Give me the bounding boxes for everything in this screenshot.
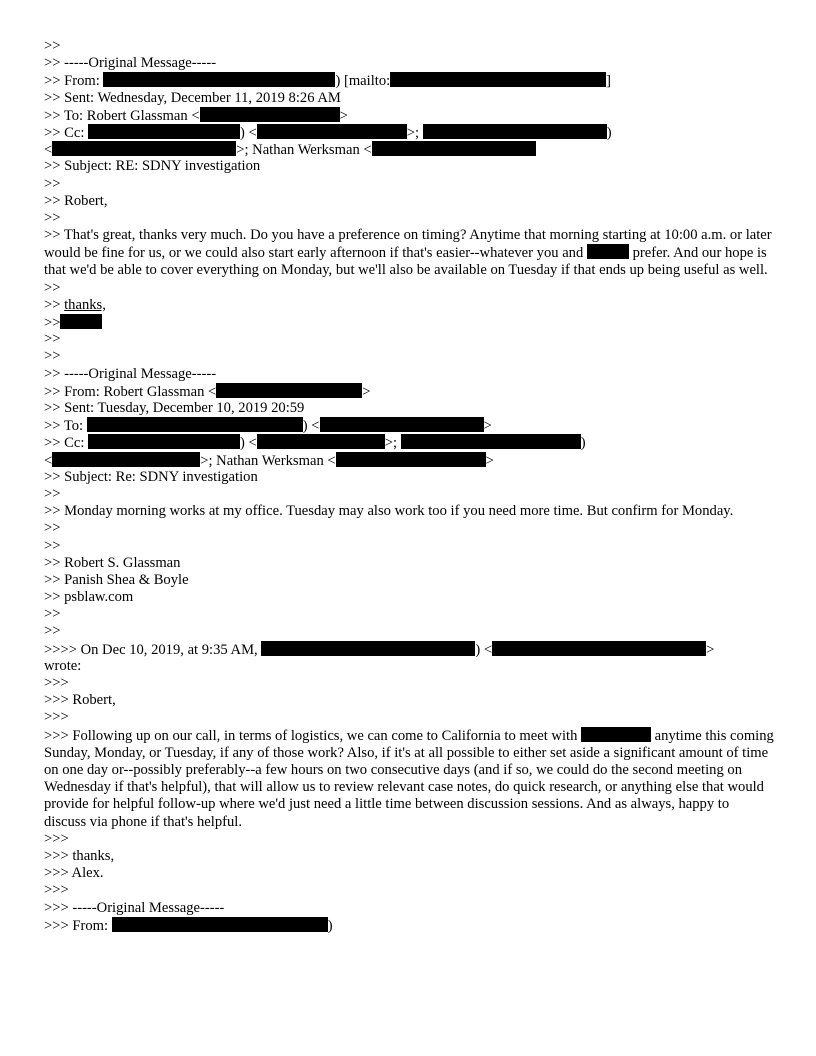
redaction-box xyxy=(423,124,607,139)
closing-line: >> thanks, xyxy=(44,296,106,313)
quote-line: >> xyxy=(44,606,61,623)
message-body: >>> Following up on our call, in terms of logistics, we can come to California to meet with anytime this coming Sunday, Monday, or Tuesday, if any of those work? Also, if it's at all possible to either set aside a significant amount of time on one day or--possibly preferably--a few hours on two consecutive days (and if so, we could do the second meeting on Wednesday if that's helpful), that will allow us to review relevant case notes, do quick research, or anything else that would provide for helpful follow-up where we'd just need a little time between discussion sessions. And as always, happy to discuss via phone if that's helpful. xyxy=(44,727,774,830)
message-body: >> That's great, thanks very much. Do you have a preference on timing? Anytime that morning starting at 10:00 a.m. or later would be fine for us, or we could also start early afternoon if that's easier--whatever you and prefer. And our hope is that we'd be able to cover everything on Monday, but we'll also be available on Tuesday if that ends up being useful as well. xyxy=(44,227,772,279)
greeting-line: >> Robert, xyxy=(44,192,108,209)
quote-line: >> xyxy=(44,623,61,640)
message-body: >> Monday morning works at my office. Tuesday may also work too if you need more time. But confirm for Monday. xyxy=(44,503,734,520)
subject-line: >> Subject: RE: SDNY investigation xyxy=(44,158,261,175)
sent-line: >> Sent: Tuesday, December 10, 2019 20:59 xyxy=(44,399,305,416)
redaction-box xyxy=(88,124,240,139)
from-line: >>> From: ) xyxy=(44,917,333,934)
from-line: >> From: ) [mailto: ] xyxy=(44,73,612,90)
from-line: >> From: Robert Glassman < > xyxy=(44,383,371,400)
redaction-box xyxy=(401,434,581,449)
redaction-box xyxy=(52,452,200,467)
redaction-box xyxy=(257,434,385,449)
signature-line: >>> Alex. xyxy=(44,865,104,882)
redaction-box xyxy=(336,452,486,467)
original-message-header: >> -----Original Message----- xyxy=(44,365,217,382)
email-document xyxy=(44,38,774,934)
quote-line: >> xyxy=(44,520,61,537)
redaction-box xyxy=(88,434,240,449)
quote-line: >> xyxy=(44,175,61,192)
quote-line: >> xyxy=(44,348,61,365)
quote-line: >> xyxy=(44,331,61,348)
reply-attribution-line: >>>> On Dec 10, 2019, at 9:35 AM, ) < > xyxy=(44,641,715,658)
redaction-box xyxy=(200,107,340,122)
quote-line: >>> xyxy=(44,709,69,726)
redaction-box xyxy=(492,641,706,656)
cc-line: >> Cc: ) < >; ) xyxy=(44,124,612,141)
quote-line: >>> xyxy=(44,830,69,847)
redaction-box xyxy=(87,417,303,432)
signature-line: >> xyxy=(44,314,774,331)
original-message-header: >> -----Original Message----- xyxy=(44,55,217,72)
to-line: >> To: ) < > xyxy=(44,418,492,435)
signature-website: >> psblaw.com xyxy=(44,589,134,606)
redaction-box xyxy=(587,244,629,259)
redaction-box xyxy=(112,917,328,932)
quote-line: >> xyxy=(44,38,61,54)
redaction-box xyxy=(581,727,651,742)
redaction-box xyxy=(103,72,335,87)
quote-line: >> xyxy=(44,537,61,554)
cc-line-continued: < >; Nathan Werksman < > xyxy=(44,452,494,469)
redaction-box xyxy=(390,72,606,87)
cc-line-continued: < >; Nathan Werksman < xyxy=(44,141,774,158)
quote-line: >> xyxy=(44,485,61,502)
redaction-box xyxy=(261,641,475,656)
quote-line: >>> xyxy=(44,675,69,691)
redaction-box xyxy=(60,314,102,329)
subject-line: >> Subject: Re: SDNY investigation xyxy=(44,468,258,485)
redaction-box xyxy=(257,124,407,139)
closing-line: >>> thanks, xyxy=(44,847,115,864)
redaction-box xyxy=(52,141,236,156)
quote-line: >> xyxy=(44,209,61,226)
original-message-header: >>> -----Original Message----- xyxy=(44,899,225,916)
sent-line: >> Sent: Wednesday, December 11, 2019 8:26 AM xyxy=(44,89,341,106)
redaction-box xyxy=(320,417,484,432)
redaction-box xyxy=(372,141,536,156)
signature-name: >> Robert S. Glassman xyxy=(44,554,181,571)
greeting-line: >>> Robert, xyxy=(44,692,116,709)
to-line: >> To: Robert Glassman < > xyxy=(44,107,348,124)
quote-line: >> xyxy=(44,279,61,296)
quote-line: >>> xyxy=(44,882,69,899)
cc-line: >> Cc: ) < >; ) xyxy=(44,435,586,452)
signature-firm: >> Panish Shea & Boyle xyxy=(44,571,189,588)
redaction-box xyxy=(216,383,362,398)
wrote-line: wrote: xyxy=(44,657,82,674)
